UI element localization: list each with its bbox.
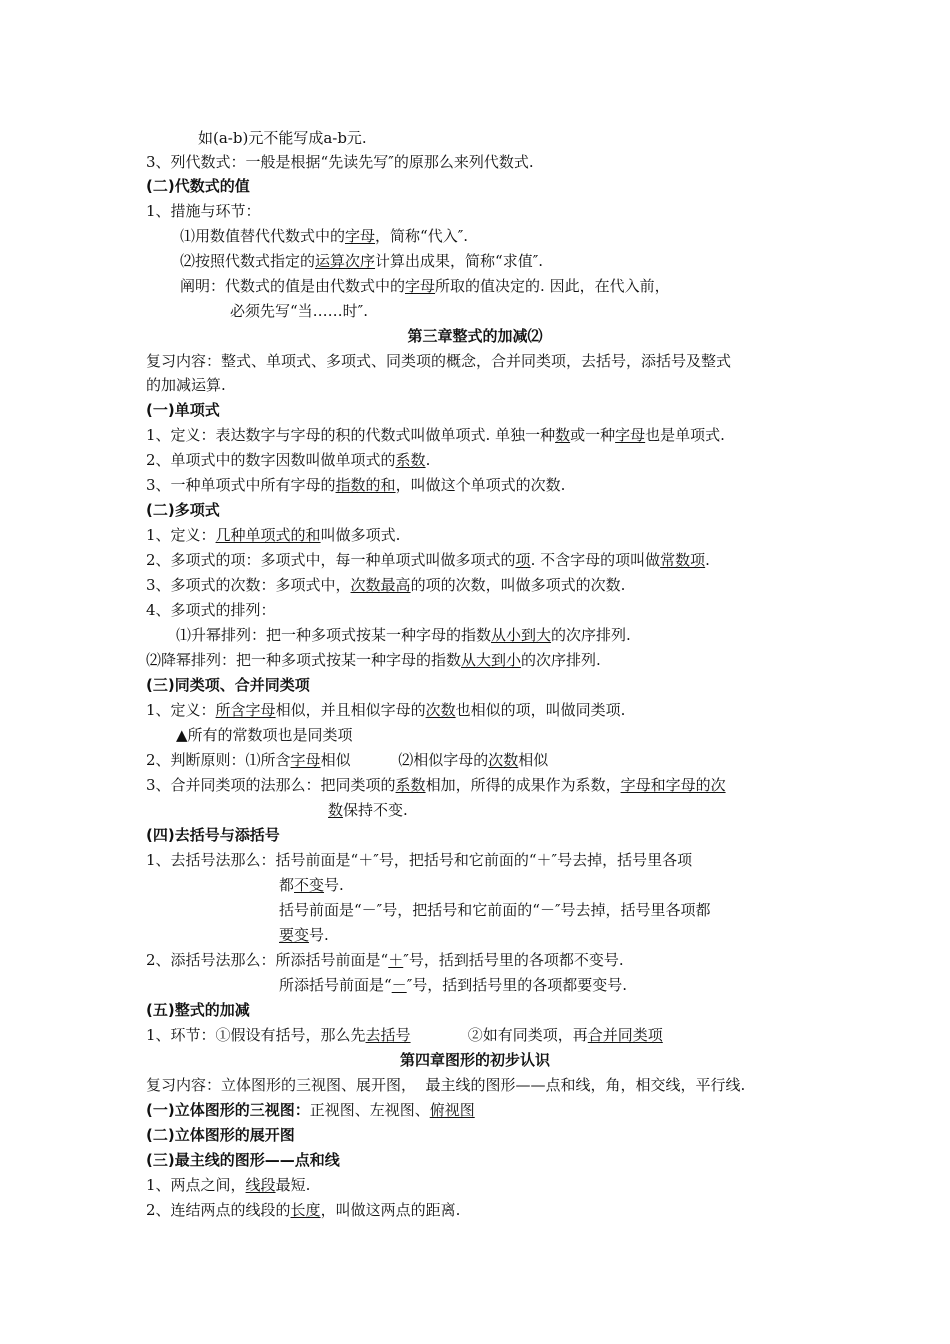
text-segment: 2、添括号法那么：所添括号前面是“ [146,951,389,969]
text-segment: 所添括号前面是“ [279,976,392,994]
text-segment: (三)最主线的图形——点和线 [146,1151,340,1169]
text-segment: 2、单项式中的数字因数叫做单项式的 [146,451,396,469]
underlined-term: 要变 [279,926,310,944]
section-heading [146,1150,340,1170]
text-segment: 第四章图形的初步认识 [399,1051,550,1069]
underlined-term: 字母 [615,426,646,444]
underlined-term: 字母和字母的次 [620,776,726,794]
text-line [146,850,692,870]
underlined-term: 长度 [290,1201,321,1219]
underlined-term: 从大到小 [461,651,522,669]
text-segment: 如(a-b)元不能写成a-b元. [198,129,367,147]
text-segment: 保持不变. [343,801,408,819]
text-line [146,425,725,445]
section-heading [146,176,250,196]
text-segment: 1、去括号法那么：括号前面是“＋″号，把括号和它前面的“＋″号去掉，括号里各项 [146,851,693,869]
text-segment: 3、列代数式：一般是根据“先读先写″的原那么来列代数式. [146,153,534,171]
text-segment: 也是单项式. [645,426,725,444]
text-line [146,600,276,620]
text-line [180,251,543,271]
text-line [180,226,468,246]
text-line [146,950,624,970]
text-segment: 1、定义： [146,701,216,719]
text-segment: 阐明：代数式的值是由代数式中的 [180,277,406,295]
text-segment: 号. [309,926,329,944]
underlined-term: 从小到大 [491,626,552,644]
text-line [146,201,261,221]
underlined-term: 常数项 [660,551,706,569]
text-segment: 复习内容：立体图形的三视图、展开图， 最主线的图形——点和线，角，相交线，平行线. [146,1076,746,1094]
text-segment: 相似，并且相似字母的 [275,701,426,719]
text-segment: 3、合并同类项的法那么：把同类项的 [146,776,396,794]
underlined-term: 几种单项式的和 [215,526,321,544]
text-segment: ⑵按照代数式指定的 [180,252,316,270]
text-line [146,375,226,395]
text-line [146,152,534,172]
text-segment: 1、定义：表达数字与字母的积的代数式叫做单项式. 单独一种 [146,426,556,444]
text-line [230,301,368,321]
text-segment: 计算出成果，简称“求值″. [375,252,544,270]
chapter-title [0,1050,950,1070]
underlined-term: 线段 [245,1176,276,1194]
text-segment: ″号，括到括号里的各项都要变号. [406,976,628,994]
text-segment: 相似 [518,751,549,769]
underlined-term: 字母 [345,227,376,245]
section-heading [146,675,310,695]
section-heading [146,825,280,845]
text-line [180,276,670,296]
text-segment: . 不含字母的项叫做 [530,551,661,569]
underlined-term: 俯视图 [429,1101,475,1119]
underlined-term: 所含字母 [215,701,276,719]
text-segment: ⑴升幂排列：把一种多项式按某一种字母的指数 [176,626,492,644]
text-line [176,625,631,645]
text-segment: 的次序排列. [551,626,631,644]
underlined-term: 次数 [488,751,519,769]
text-segment: (四)去括号与添括号 [146,826,280,844]
text-line [146,700,625,720]
underlined-term: 不变 [294,876,325,894]
text-segment: 2、多项式的项：多项式中，每一种单项式叫做多项式的 [146,551,516,569]
text-segment: (二)多项式 [146,501,220,519]
underlined-term: 数 [328,801,344,819]
text-line [328,800,408,820]
text-line [146,475,565,495]
text-segment: 相似 ⑵相似字母的 [320,751,489,769]
text-segment: 2、判断原则：⑴所含 [146,751,291,769]
underlined-term: － [391,976,407,994]
text-segment: 叫做多项式. [320,526,401,544]
text-segment: ▲所有的常数项也是同类项 [176,726,353,744]
underlined-term: 项 [515,551,531,569]
text-line [146,575,625,595]
underlined-term: ＋ [388,951,404,969]
text-segment: (二)立体图形的展开图 [146,1126,295,1144]
text-segment: 的加减运算. [146,376,226,394]
text-segment: 1、措施与环节： [146,202,261,220]
text-line [146,750,548,770]
text-segment: . [705,551,710,569]
text-segment: 也相似的项，叫做同类项. [455,701,626,719]
text-segment: ⑵降幂排列：把一种多项式按某一种字母的指数 [146,651,462,669]
text-segment: 3、一种单项式中所有字母的 [146,476,336,494]
text-segment: 1、环节：①假设有括号，那么先 [146,1026,366,1044]
text-segment: 第三章整式的加减⑵ [407,327,543,345]
text-line [176,725,353,745]
underlined-term: 次数 [425,701,456,719]
text-segment: (一)立体图形的三视图： [146,1101,310,1119]
text-line [146,1075,745,1095]
text-segment: 1、两点之间， [146,1176,246,1194]
text-segment: 号. [324,876,344,894]
text-segment: 2、连结两点的线段的 [146,1201,291,1219]
text-segment: 相加，所得的成果作为系数， [425,776,621,794]
text-segment: 必须先写“当……时″. [230,302,369,320]
text-line [146,1200,460,1220]
text-segment: . [425,451,431,469]
text-segment: 3、多项式的次数：多项式中， [146,576,351,594]
text-segment: ，叫做这两点的距离. [320,1201,461,1219]
section-heading [146,1000,250,1020]
text-segment: (三)同类项、合并同类项 [146,676,310,694]
section-heading [146,400,220,420]
underlined-term: 运算次序 [315,252,376,270]
text-line [146,550,710,570]
underlined-term: 数 [555,426,571,444]
text-segment: ，简称“代入″. [375,227,469,245]
text-line [146,650,601,670]
text-line [146,1025,663,1045]
text-segment: ″号，括到括号里的各项都不变号. [403,951,624,969]
text-line [279,900,711,920]
text-line [279,925,329,945]
underlined-term: 字母 [290,751,321,769]
section-heading [146,500,220,520]
underlined-term: 系数 [395,451,426,469]
text-segment: 最短. [275,1176,311,1194]
section-heading [146,1100,475,1120]
text-segment: (五)整式的加减 [146,1001,250,1019]
underlined-term: 去括号 [365,1026,411,1044]
text-line [198,128,367,148]
underlined-term: 指数的和 [335,476,396,494]
text-segment: (二)代数式的值 [146,177,250,195]
text-segment: 4、多项式的排列： [146,601,276,619]
text-segment: 所取的值决定的. 因此，在代入前， [435,277,670,295]
text-line [279,875,344,895]
underlined-term: 字母 [405,277,436,295]
text-line [146,351,731,371]
chapter-title [0,326,950,346]
text-line [279,975,627,995]
underlined-term: 合并同类项 [587,1026,663,1044]
text-line [146,525,400,545]
text-line [146,775,726,795]
text-segment: 或一种 [570,426,616,444]
underlined-term: 系数 [395,776,426,794]
text-segment: 复习内容：整式、单项式、多项式、同类项的概念，合并同类项，去括号，添括号及整式 [146,352,732,370]
section-heading [146,1125,295,1145]
text-segment: 1、定义： [146,526,216,544]
text-segment: ⑴用数值替代代数式中的 [180,227,346,245]
text-line [146,450,430,470]
underlined-term: 次数最高 [350,576,411,594]
text-segment: 都 [279,876,295,894]
text-segment: 正视图、左视图、 [309,1101,430,1119]
text-line [146,1175,310,1195]
text-segment: ，叫做这个单项式的次数. [395,476,566,494]
text-segment: ②如有同类项，再 [410,1026,588,1044]
text-segment: 的次序排列. [521,651,601,669]
text-segment: 括号前面是“－″号，把括号和它前面的“－″号去掉，括号里各项都 [279,901,711,919]
text-segment: (一)单项式 [146,401,220,419]
text-segment: 的项的次数，叫做多项式的次数. [410,576,626,594]
